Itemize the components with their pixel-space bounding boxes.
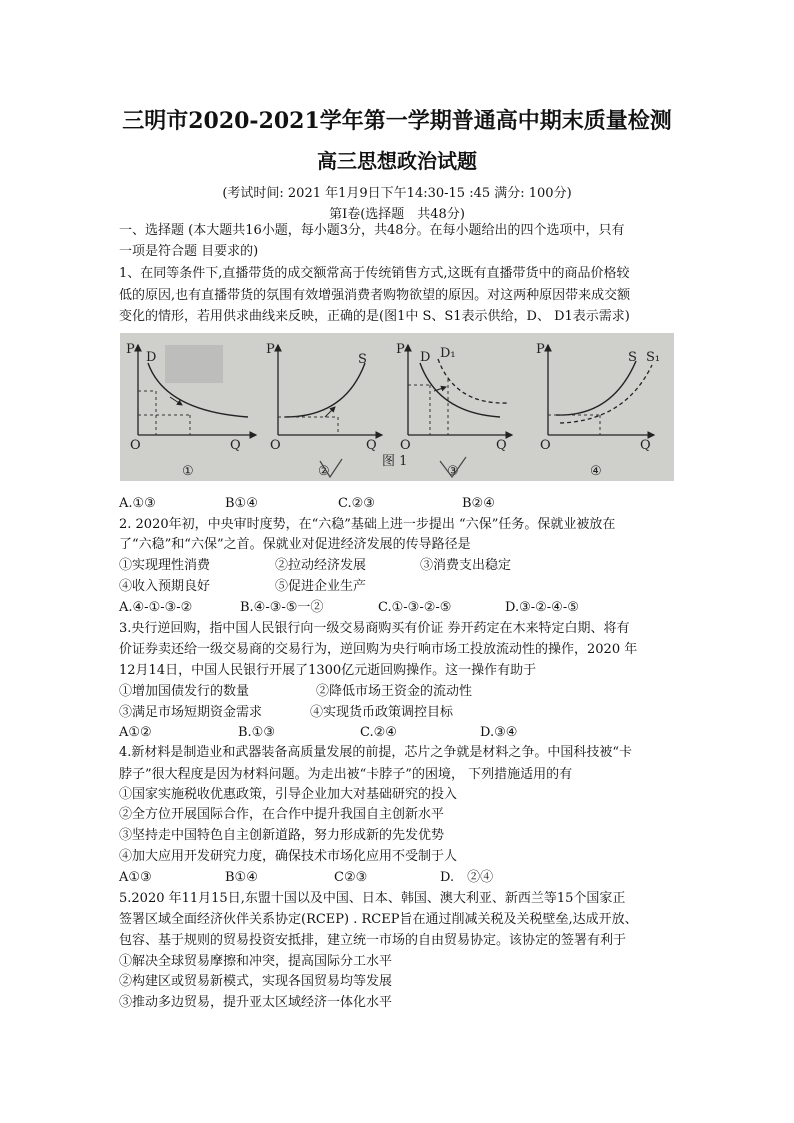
q4-line: 脖子”很大程度是因为材料问题。为走出被“卡脖子”的困境， 下列措施适用的有 (119, 767, 573, 782)
q2-option-c: C.①-③-②-⑤ (378, 600, 452, 615)
q4-option-c: C②③ (334, 870, 368, 885)
intro-line: 一项是符合题 目要求的) (119, 244, 259, 259)
graph-4 (536, 342, 660, 479)
q5-line: 签署区域全面经济伙伴关系协定(RCEP) . RCEP旨在通过削减关税及关税壁垒,达成开放、 (119, 912, 638, 927)
q3-option-a: A①② (119, 725, 152, 740)
graph-3 (396, 342, 512, 479)
axis-q-label: Q (640, 438, 651, 453)
origin-label: O (270, 438, 281, 453)
origin-label: O (400, 438, 411, 453)
curve-label-d1: D₁ (440, 346, 456, 361)
q3-line: 12月14日，中国人民银行开展了1300亿元逝回购操作。这一操作有助于 (119, 663, 537, 678)
q1-option-d: B②④ (462, 496, 495, 511)
q3-item: ②降低市场王资金的流动性 (316, 684, 473, 699)
intro-line: 一、选择题 (本大题共16小题，每小题3分，共48分。在每小题给出的四个选项中，只有 (119, 223, 625, 238)
graph-number: ① (182, 464, 194, 479)
q3-item: ③满足市场短期资金需求 (119, 705, 263, 720)
q3-option-c: C.②④ (360, 725, 397, 740)
graph-number: ② (318, 464, 330, 479)
q3-option-b: B.①③ (238, 725, 275, 740)
smudge-mark (165, 345, 223, 383)
axis-p-label: P (126, 342, 135, 357)
q4-item: ③坚持走中国特色自主创新道路，努力形成新的先发优势 (119, 828, 445, 843)
axis-q-label: Q (230, 438, 241, 453)
graph-number: ③ (447, 464, 459, 479)
q2-option-d: D.③-②-④-⑤ (505, 600, 579, 615)
exam-info: (考试时间: 2021 年1月9日下午14:30-15 :45 满分: 100分) (222, 186, 572, 201)
origin-label: O (540, 438, 551, 453)
graph-2 (266, 342, 382, 479)
q2-item: ④收入预期良好 (119, 579, 211, 594)
curve-label-d: D (146, 350, 157, 365)
q2-item: ③消费支出稳定 (420, 558, 512, 573)
supply-demand-figure (120, 333, 674, 481)
q1-option-c: C.②③ (338, 496, 375, 511)
supply-curve (285, 363, 365, 417)
q1-line: 1、在同等条件下,直播带货的成交额常高于传统销售方式,这既有直播带货中的商品价格较 (119, 266, 630, 281)
exam-title: 三明市2020-2021学年第一学期普通高中期末质量检测 (122, 108, 672, 134)
q2-option-a: A.④-①-③-② (119, 600, 193, 615)
q4-item: ①国家实施税收优惠政策，引导企业加大对基础研究的投入 (119, 787, 458, 802)
figure-svg (120, 333, 674, 481)
q2-line: 了“六稳”和“六保”之首。保就业对促进经济发展的传导路径是 (119, 537, 471, 552)
supply-curve (556, 361, 636, 415)
q2-item: ①实现理性消费 (119, 558, 211, 573)
q4-item: ②全方位开展国际合作，在合作中提升我国自主创新水平 (119, 807, 445, 822)
q3-option-d: D.③④ (480, 725, 518, 740)
curve-label-s: S (628, 350, 637, 365)
q5-item: ③推动多边贸易，提升亚太区域经济一体化水平 (119, 995, 393, 1010)
q4-option-b: B①④ (225, 870, 258, 885)
q4-line: 4.新材料是制造业和武器装备高质量发展的前提，芯片之争就是材料之争。中国科技被“卡 (119, 745, 633, 760)
q3-item: ④实现货币政策调控目标 (310, 705, 454, 720)
curve-label-d: D (420, 350, 431, 365)
axis-p-label: P (396, 342, 405, 357)
q2-option-b: B.④-③-⑤一② (240, 600, 324, 615)
axis-q-label: Q (366, 438, 377, 453)
q1-line: 低的原因,也有直播带货的氛围有效增强消费者购物欲望的原因。对这两种原因带来成交额 (119, 288, 631, 303)
axis-p-label: P (536, 342, 545, 357)
q2-item: ⑤促进企业生产 (275, 579, 367, 594)
q5-line: 5.2020 年11月15日,东盟十国以及中国、日本、韩国、澳大利亚、新西兰等15个国家正 (119, 891, 626, 906)
graph-number: ④ (590, 464, 602, 479)
q1-option-a: A.①③ (119, 496, 156, 511)
curve-label-s1: S₁ (646, 350, 661, 365)
q5-line: 包容、基于规则的贸易投资安抵排，建立统一市场的自由贸易协定。该协定的签署有利于 (119, 933, 627, 948)
q4-option-d: D. ②④ (440, 870, 494, 885)
figure-caption: 图 1 (382, 454, 408, 469)
q1-line: 变化的情形，若用供求曲线来反映，正确的是(图1中 S、S1表示供给，D、 D1表示需求) (119, 309, 630, 324)
q3-line: 3.央行逆回购，指中国人民银行向一级交易商购买有价证 券开药定在木来特定白期、将有 (119, 621, 630, 636)
q3-item: ①增加国债发行的数量 (119, 684, 250, 699)
exam-subtitle: 高三思想政治试题 (317, 149, 477, 173)
q2-item: ②拉动经济发展 (275, 558, 367, 573)
origin-label: O (130, 438, 141, 453)
q5-item: ②构建区或贸易新模式，实现各国贸易均等发展 (119, 974, 393, 989)
q4-item: ④加大应用开发研究力度，确保技术市场化应用不受制于人 (119, 849, 458, 864)
axis-q-label: Q (496, 438, 507, 453)
curve-label-s: S (358, 352, 367, 367)
shift-arrow (170, 397, 182, 405)
q2-line: 2. 2020年初，中央审时度势，在“六稳”基础上进一步提出 “六保”任务。保就业被放在 (119, 517, 616, 532)
q5-item: ①解决全球贸易摩擦和冲突，提高国际分工水平 (119, 954, 393, 969)
axis-p-label: P (266, 342, 275, 357)
q4-option-a: A①③ (119, 870, 152, 885)
q1-option-b: B①④ (225, 496, 258, 511)
q3-line: 价证券卖还给一级交易商的交易行为，逆回购为央行响市场工投放流动性的操作，2020 年 (119, 642, 638, 657)
section-heading: 第Ⅰ卷(选择题 共48分) (329, 207, 465, 222)
